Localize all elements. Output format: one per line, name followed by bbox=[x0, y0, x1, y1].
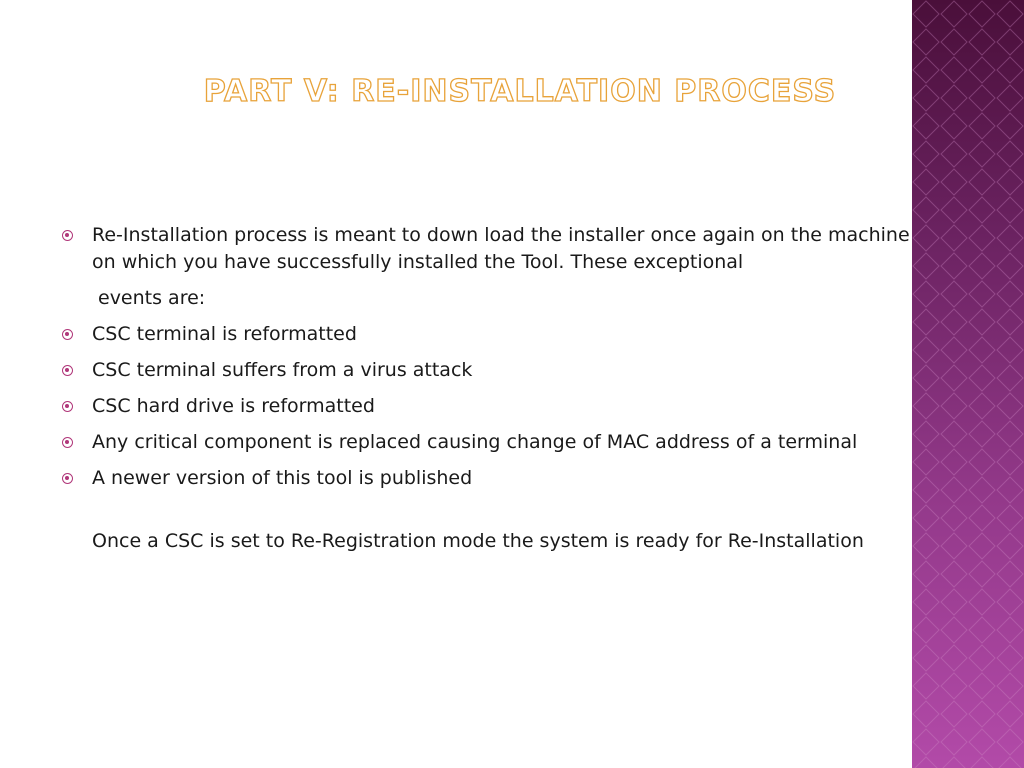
bullet-text: CSC hard drive is reformatted bbox=[92, 395, 375, 417]
radio-bullet-icon bbox=[62, 473, 73, 484]
bullet-item bbox=[62, 393, 922, 420]
radio-bullet-icon bbox=[62, 437, 73, 448]
closing-note: Once a CSC is set to Re-Registration mode the system is ready for Re-Installation bbox=[92, 530, 864, 552]
bullet-continuation: events are: bbox=[98, 287, 206, 309]
radio-bullet-icon bbox=[62, 329, 73, 340]
slide-title: PART V: RE-INSTALLATION PROCESS bbox=[203, 74, 837, 109]
bullet-text: CSC terminal is reformatted bbox=[92, 323, 357, 345]
radio-bullet-icon bbox=[62, 230, 73, 241]
slide-body bbox=[62, 222, 922, 555]
bullet-item bbox=[62, 465, 922, 492]
diamond-pattern bbox=[912, 0, 1024, 768]
bullet-text: A newer version of this tool is published bbox=[92, 467, 473, 489]
radio-bullet-icon bbox=[62, 365, 73, 376]
bullet-item bbox=[62, 429, 922, 456]
radio-bullet-icon bbox=[62, 401, 73, 412]
bullet-text: CSC terminal suffers from a virus attack bbox=[92, 359, 473, 381]
bullet-text: Any critical component is replaced causing change of MAC address of a terminal bbox=[92, 431, 858, 453]
bullet-item bbox=[62, 357, 922, 384]
bullet-item bbox=[62, 222, 922, 276]
bullet-item bbox=[62, 321, 922, 348]
decorative-side-panel bbox=[912, 0, 1024, 768]
bullet-text: Re-Installation process is meant to down load the installer once again on the machine on which you have successfully installed the Tool. These exceptional bbox=[92, 224, 910, 273]
